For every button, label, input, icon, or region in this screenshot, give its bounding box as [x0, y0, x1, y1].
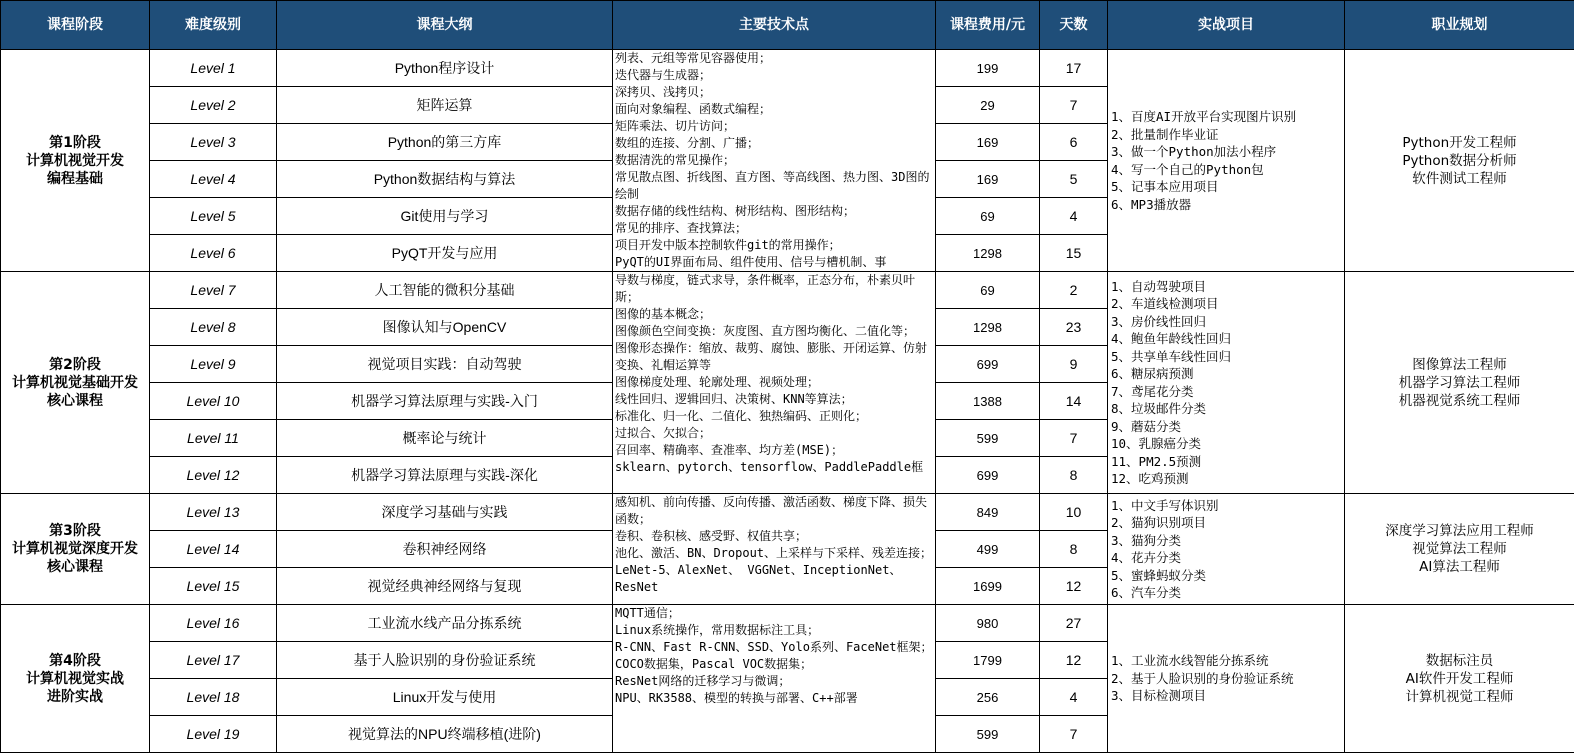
- level-cell: Level 17: [150, 642, 277, 679]
- level-cell: Level 16: [150, 605, 277, 642]
- tech-point: 列表、元组等常见容器使用；: [615, 50, 935, 67]
- project-item: 6、汽车分类: [1111, 584, 1344, 602]
- tech-point: R-CNN、Fast R-CNN、SSD、Yolo系列、FaceNet框架；: [615, 639, 935, 656]
- fee-cell: 849: [936, 494, 1040, 531]
- tech-points-list: [613, 50, 935, 271]
- level-cell: Level 19: [150, 716, 277, 753]
- days-cell: 8: [1040, 457, 1108, 494]
- tech-point: 图像形态操作：缩放、裁剪、腐蚀、膨胀、开闭运算、仿射变换、礼帽运算等: [615, 340, 935, 374]
- project-item: 2、基于人脸识别的身份验证系统: [1111, 670, 1344, 688]
- tech-point: sklearn、pytorch、tensorflow、PaddlePaddle框: [615, 459, 935, 476]
- stage-label-line: 计算机视觉实战: [1, 670, 149, 688]
- project-item: 2、批量制作毕业证: [1111, 126, 1344, 144]
- stage-label-line: 编程基础: [1, 170, 149, 188]
- outline-cell: 机器学习算法原理与实践-入门: [277, 383, 613, 420]
- level-cell: Level 1: [150, 50, 277, 87]
- project-item: 7、鸢尾花分类: [1111, 383, 1344, 401]
- outline-cell: Git使用与学习: [277, 198, 613, 235]
- project-item: 3、目标检测项目: [1111, 687, 1344, 705]
- career-cell: [1345, 494, 1574, 605]
- career-item: AI算法工程师: [1345, 558, 1574, 576]
- career-item: 深度学习算法应用工程师: [1345, 522, 1574, 540]
- project-item: 6、MP3播放器: [1111, 196, 1344, 214]
- outline-cell: 视觉经典神经网络与复现: [277, 568, 613, 605]
- tech-point: LeNet-5、AlexNet、 VGGNet、InceptionNet、ResNet: [615, 562, 935, 596]
- level-cell: Level 9: [150, 346, 277, 383]
- level-cell: Level 5: [150, 198, 277, 235]
- outline-cell: 深度学习基础与实践: [277, 494, 613, 531]
- outline-cell: 视觉项目实践：自动驾驶: [277, 346, 613, 383]
- project-item: 4、写一个自己的Python包: [1111, 161, 1344, 179]
- table-row: [1, 272, 1574, 309]
- level-cell: Level 13: [150, 494, 277, 531]
- fee-cell: 1699: [936, 568, 1040, 605]
- header-stage: 课程阶段: [1, 1, 150, 50]
- outline-cell: Linux开发与使用: [277, 679, 613, 716]
- stage-cell: [1, 272, 150, 494]
- tech-points-cell: [613, 605, 936, 753]
- projects-cell: [1108, 494, 1345, 605]
- stage-label-line: 计算机视觉开发: [1, 152, 149, 170]
- tech-point: 导数与梯度，链式求导，条件概率，正态分布，朴素贝叶斯；: [615, 272, 935, 306]
- project-item: 4、花卉分类: [1111, 549, 1344, 567]
- fee-cell: 169: [936, 161, 1040, 198]
- level-cell: Level 12: [150, 457, 277, 494]
- career-item: Python数据分析师: [1345, 152, 1574, 170]
- project-item: 6、糖尿病预测: [1111, 365, 1344, 383]
- tech-point: ResNet网络的迁移学习与微调；: [615, 673, 935, 690]
- project-item: 3、房价线性回归: [1111, 313, 1344, 331]
- outline-cell: 概率论与统计: [277, 420, 613, 457]
- days-cell: 12: [1040, 642, 1108, 679]
- project-item: 11、PM2.5预测: [1111, 453, 1344, 471]
- project-item: 10、乳腺癌分类: [1111, 435, 1344, 453]
- days-cell: 17: [1040, 50, 1108, 87]
- table-row: [1, 494, 1574, 531]
- outline-cell: 人工智能的微积分基础: [277, 272, 613, 309]
- days-cell: 6: [1040, 124, 1108, 161]
- days-cell: 4: [1040, 198, 1108, 235]
- tech-point: 池化、激活、BN、Dropout、上采样与下采样、残差连接；: [615, 545, 935, 562]
- tech-point: COCO数据集，Pascal VOC数据集；: [615, 656, 935, 673]
- stage-label-line: 第4阶段: [1, 652, 149, 670]
- career-item: 机器学习算法工程师: [1345, 374, 1574, 392]
- level-cell: Level 10: [150, 383, 277, 420]
- career-item: 软件测试工程师: [1345, 170, 1574, 188]
- level-cell: Level 7: [150, 272, 277, 309]
- project-item: 2、车道线检测项目: [1111, 295, 1344, 313]
- projects-cell: [1108, 272, 1345, 494]
- outline-cell: 视觉算法的NPU终端移植(进阶): [277, 716, 613, 753]
- project-item: 2、猫狗识别项目: [1111, 514, 1344, 532]
- stage-cell: [1, 494, 150, 605]
- fee-cell: 69: [936, 272, 1040, 309]
- stage-label-line: 计算机视觉深度开发: [1, 540, 149, 558]
- header-fee: 课程费用/元: [936, 1, 1040, 50]
- project-item: 8、垃圾邮件分类: [1111, 400, 1344, 418]
- project-item: 12、吃鸡预测: [1111, 470, 1344, 488]
- career-item: 视觉算法工程师: [1345, 540, 1574, 558]
- header-outline: 课程大纲: [277, 1, 613, 50]
- table-row: [1, 605, 1574, 642]
- tech-point: 项目开发中版本控制软件git的常用操作；: [615, 237, 935, 254]
- days-cell: 10: [1040, 494, 1108, 531]
- project-item: 9、蘑菇分类: [1111, 418, 1344, 436]
- tech-point: 面向对象编程、函数式编程；: [615, 101, 935, 118]
- level-cell: Level 4: [150, 161, 277, 198]
- level-cell: Level 3: [150, 124, 277, 161]
- project-item: 3、做一个Python加法小程序: [1111, 143, 1344, 161]
- fee-cell: 1388: [936, 383, 1040, 420]
- career-cell: [1345, 50, 1574, 272]
- outline-cell: Python的第三方库: [277, 124, 613, 161]
- fee-cell: 980: [936, 605, 1040, 642]
- stage-label-line: 计算机视觉基础开发: [1, 374, 149, 392]
- days-cell: 27: [1040, 605, 1108, 642]
- tech-points-cell: [613, 494, 936, 605]
- career-cell: [1345, 605, 1574, 753]
- level-cell: Level 8: [150, 309, 277, 346]
- header-level: 难度级别: [150, 1, 277, 50]
- header-projects: 实战项目: [1108, 1, 1345, 50]
- days-cell: 8: [1040, 531, 1108, 568]
- project-item: 1、百度AI开放平台实现图片识别: [1111, 108, 1344, 126]
- tech-point: Linux系统操作，常用数据标注工具；: [615, 622, 935, 639]
- tech-points-cell: [613, 272, 936, 494]
- career-cell: [1345, 272, 1574, 494]
- tech-point: 数组的连接、分割、广播；: [615, 135, 935, 152]
- fee-cell: 599: [936, 716, 1040, 753]
- tech-point: 迭代器与生成器；: [615, 67, 935, 84]
- fee-cell: 69: [936, 198, 1040, 235]
- tech-points-cell: [613, 50, 936, 272]
- tech-point: 图像的基本概念；: [615, 306, 935, 323]
- header-career: 职业规划: [1345, 1, 1574, 50]
- days-cell: 23: [1040, 309, 1108, 346]
- level-cell: Level 18: [150, 679, 277, 716]
- career-item: 图像算法工程师: [1345, 356, 1574, 374]
- days-cell: 7: [1040, 420, 1108, 457]
- project-item: 1、工业流水线智能分拣系统: [1111, 652, 1344, 670]
- tech-point: 常见散点图、折线图、直方图、等高线图、热力图、3D图的绘制: [615, 169, 935, 203]
- career-item: Python开发工程师: [1345, 134, 1574, 152]
- tech-point: 过拟合、欠拟合；: [615, 425, 935, 442]
- stage-label-line: 核心课程: [1, 558, 149, 576]
- projects-cell: [1108, 50, 1345, 272]
- project-item: 1、中文手写体识别: [1111, 497, 1344, 515]
- header-tech: 主要技术点: [613, 1, 936, 50]
- career-item: 机器视觉系统工程师: [1345, 392, 1574, 410]
- tech-points-list: [613, 494, 935, 604]
- level-cell: Level 15: [150, 568, 277, 605]
- stage-label-line: 第3阶段: [1, 522, 149, 540]
- days-cell: 15: [1040, 235, 1108, 272]
- table-body: [1, 50, 1574, 753]
- project-item: 1、自动驾驶项目: [1111, 278, 1344, 296]
- level-cell: Level 6: [150, 235, 277, 272]
- project-item: 5、记事本应用项目: [1111, 178, 1344, 196]
- tech-point: NPU、RK3588、模型的转换与部署、C++部署: [615, 690, 935, 707]
- level-cell: Level 11: [150, 420, 277, 457]
- career-item: 数据标注员: [1345, 652, 1574, 670]
- fee-cell: 699: [936, 346, 1040, 383]
- fee-cell: 1298: [936, 235, 1040, 272]
- outline-cell: Python程序设计: [277, 50, 613, 87]
- stage-cell: [1, 605, 150, 753]
- stage-cell: [1, 50, 150, 272]
- tech-point: 图像颜色空间变换：灰度图、直方图均衡化、二值化等；: [615, 323, 935, 340]
- project-item: 4、鲍鱼年龄线性回归: [1111, 330, 1344, 348]
- days-cell: 14: [1040, 383, 1108, 420]
- career-item: AI软件开发工程师: [1345, 670, 1574, 688]
- fee-cell: 1298: [936, 309, 1040, 346]
- outline-cell: PyQT开发与应用: [277, 235, 613, 272]
- days-cell: 7: [1040, 87, 1108, 124]
- outline-cell: 机器学习算法原理与实践-深化: [277, 457, 613, 494]
- career-item: 计算机视觉工程师: [1345, 688, 1574, 706]
- tech-point: 标准化、归一化、二值化、独热编码、正则化；: [615, 408, 935, 425]
- header-row: [1, 1, 1574, 50]
- stage-label-line: 第2阶段: [1, 356, 149, 374]
- tech-points-list: [613, 605, 935, 752]
- tech-point: 常见的排序、查找算法；: [615, 220, 935, 237]
- stage-label-line: 核心课程: [1, 392, 149, 410]
- fee-cell: 699: [936, 457, 1040, 494]
- tech-point: 召回率、精确率、查准率、均方差(MSE)；: [615, 442, 935, 459]
- tech-point: 感知机、前向传播、反向传播、激活函数、梯度下降、损失函数；: [615, 494, 935, 528]
- tech-point: 线性回归、逻辑回归、决策树、KNN等算法；: [615, 391, 935, 408]
- days-cell: 12: [1040, 568, 1108, 605]
- days-cell: 2: [1040, 272, 1108, 309]
- outline-cell: Python数据结构与算法: [277, 161, 613, 198]
- table-row: [1, 50, 1574, 87]
- project-item: 5、共享单车线性回归: [1111, 348, 1344, 366]
- outline-cell: 基于人脸识别的身份验证系统: [277, 642, 613, 679]
- days-cell: 9: [1040, 346, 1108, 383]
- outline-cell: 卷积神经网络: [277, 531, 613, 568]
- level-cell: Level 2: [150, 87, 277, 124]
- tech-point: 数据存储的线性结构、树形结构、图形结构；: [615, 203, 935, 220]
- fee-cell: 499: [936, 531, 1040, 568]
- tech-point: 卷积、卷积核、感受野、权值共享；: [615, 528, 935, 545]
- outline-cell: 图像认知与OpenCV: [277, 309, 613, 346]
- tech-point: 图像梯度处理、轮廓处理、视频处理；: [615, 374, 935, 391]
- fee-cell: 199: [936, 50, 1040, 87]
- fee-cell: 599: [936, 420, 1040, 457]
- header-days: 天数: [1040, 1, 1108, 50]
- tech-point: MQTT通信；: [615, 605, 935, 622]
- tech-point: 矩阵乘法、切片访问；: [615, 118, 935, 135]
- tech-point: 深拷贝、浅拷贝；: [615, 84, 935, 101]
- project-item: 5、蜜蜂蚂蚁分类: [1111, 567, 1344, 585]
- fee-cell: 1799: [936, 642, 1040, 679]
- fee-cell: 29: [936, 87, 1040, 124]
- days-cell: 7: [1040, 716, 1108, 753]
- tech-point: PyQT的UI界面布局、组件使用、信号与槽机制、事: [615, 254, 935, 271]
- tech-points-list: [613, 272, 935, 493]
- projects-cell: [1108, 605, 1345, 753]
- tech-point: 数据清洗的常见操作；: [615, 152, 935, 169]
- level-cell: Level 14: [150, 531, 277, 568]
- outline-cell: 工业流水线产品分拣系统: [277, 605, 613, 642]
- project-item: 3、猫狗分类: [1111, 532, 1344, 550]
- fee-cell: 256: [936, 679, 1040, 716]
- stage-label-line: 进阶实战: [1, 688, 149, 706]
- days-cell: 4: [1040, 679, 1108, 716]
- fee-cell: 169: [936, 124, 1040, 161]
- days-cell: 5: [1040, 161, 1108, 198]
- stage-label-line: 第1阶段: [1, 134, 149, 152]
- outline-cell: 矩阵运算: [277, 87, 613, 124]
